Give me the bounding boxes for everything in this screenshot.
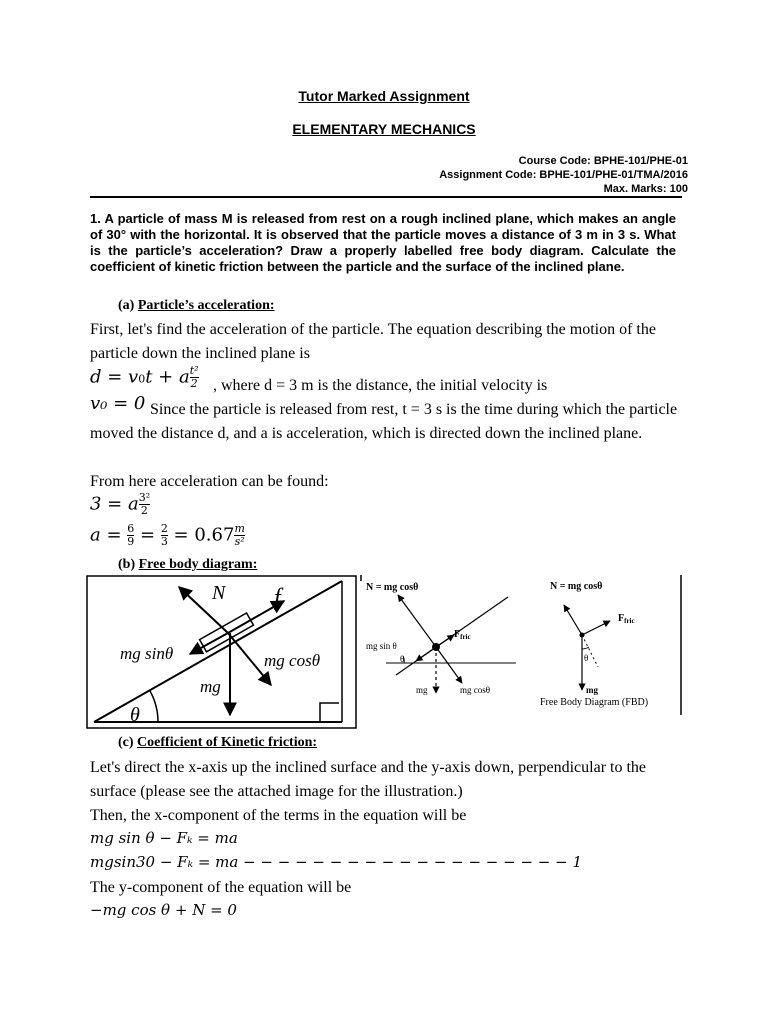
fbd-right (540, 581, 648, 708)
fbd3-theta-arc (582, 647, 589, 649)
course-title: ELEMENTARY MECHANICS (292, 121, 476, 137)
label-mg: mg (200, 677, 221, 696)
part-a-paragraph-3: Since the particle is released from rest, t = 3 s is the time during which the particle moved the distance d, and a is acceleration, which is directed down the inclined plane. (90, 401, 678, 442)
fbd2-label-F: $F_{fric}$ (454, 629, 471, 641)
right-angle-mark (320, 703, 339, 722)
label-f: f (274, 585, 281, 611)
part-c-paragraph-1: Let's direct the x-axis up the inclined surface and the y-axis down, perpendicular to the surface (please see the attached image for the illustration.) (90, 759, 647, 800)
equation-3: 3 = a $\frac{\text{3²}}{2}$ (90, 491, 151, 517)
part-a-marker: (a) (118, 298, 135, 313)
friction-arrow (436, 635, 454, 647)
fbd2-label-mgsin: mg sin θ (366, 641, 397, 651)
mg-sin-arrow (416, 647, 436, 661)
label-N: N (212, 582, 226, 604)
label-mg-cos: mg cosθ (264, 651, 321, 670)
fbd3-label-mg: mg (586, 685, 598, 695)
part-b-marker: (b) (118, 557, 136, 572)
part-c-paragraph-2: Then, the x-component of the terms in the equation will be (90, 807, 467, 824)
course-code: Course Code: BPHE-101/PHE-01 (518, 155, 688, 167)
fbd3-label-F: $F_{fric}$ (618, 613, 635, 625)
part-a-heading (118, 298, 275, 314)
label-mg-sin: mg sinθ (120, 644, 174, 663)
equation-x-component-30: mgsin30 − Fₖ = ma − − − − − − − − − − − − − − − − − − − 1 (90, 853, 583, 871)
part-a-title: Particle’s acceleration: (137, 298, 275, 313)
fbd2-label-mgcos: mg cosθ (460, 685, 491, 695)
equation-motion: d = v0t + a $\frac{\text{t²}}{2}$ (90, 364, 199, 390)
fbd2-label-theta: θ (400, 654, 405, 664)
part-b-title: Free body diagram: (138, 557, 258, 572)
assignment-code: Assignment Code: BPHE-101/PHE-01/TMA/2016 (439, 169, 688, 181)
equation-x-component: mg sin θ − Fₖ = ma (90, 829, 238, 847)
question-text: 1. A particle of mass M is released from rest on a rough inclined plane, which makes an angle of 30° with the horizontal. It is observed that the particle moves a distance of 3 m in 3 s. What is the particle’s acceleration? Draw a properly labelled free body diagram. Calculate the coefficient of kinetic friction between the particle and the surface of the inclined plane. (90, 211, 676, 274)
part-a-paragraph-4: From here acceleration can be found: (90, 473, 329, 490)
part-a-paragraph-2: , where d = 3 m is the distance, the initial velocity is (213, 377, 548, 394)
fbd2-label-mg: mg (416, 685, 428, 695)
part-c-marker: (c) (118, 735, 134, 750)
fbd-figures (358, 575, 684, 720)
label-theta: θ (130, 704, 140, 726)
part-c-title: Coefficient of Kinetic friction: (137, 735, 318, 750)
part-c-heading (118, 735, 317, 751)
theta-arc (150, 691, 158, 722)
header-rule (90, 196, 682, 198)
equation-y-component: −mg cos θ + N = 0 (90, 901, 237, 919)
fbd2-label-N: N = mg cosθ (366, 582, 419, 593)
fbd3-normal (564, 605, 582, 635)
assignment-title: Tutor Marked Assignment (298, 88, 470, 104)
fbd3-label-N: N = mg cosθ (550, 581, 603, 592)
part-c-paragraph-3: The y-component of the equation will be (90, 879, 352, 896)
max-marks: Max. Marks: 100 (603, 183, 688, 195)
equation-acceleration: a = $\frac{6}{9}$ = $\frac{2}{3}$ = 0.67 $\frac{m}{\text{s²}}$ (90, 522, 245, 548)
equation-initial-velocity: v₀ = 0 (90, 393, 146, 414)
part-b-heading (118, 557, 257, 573)
course-codes (439, 154, 688, 196)
fbd3-friction (582, 621, 610, 635)
part-a-paragraph-1: First, let's find the acceleration of the particle. The equation describing the motion of the particle down the inclined plane is (90, 321, 656, 362)
normal-arrow (398, 595, 436, 647)
inclined-plane-figure (86, 575, 358, 730)
fbd3-label-theta: θ (584, 653, 589, 663)
fbd-middle (366, 582, 516, 695)
mg-cos-arrow (436, 647, 462, 683)
fbd3-caption: Free Body Diagram (FBD) (540, 697, 649, 708)
